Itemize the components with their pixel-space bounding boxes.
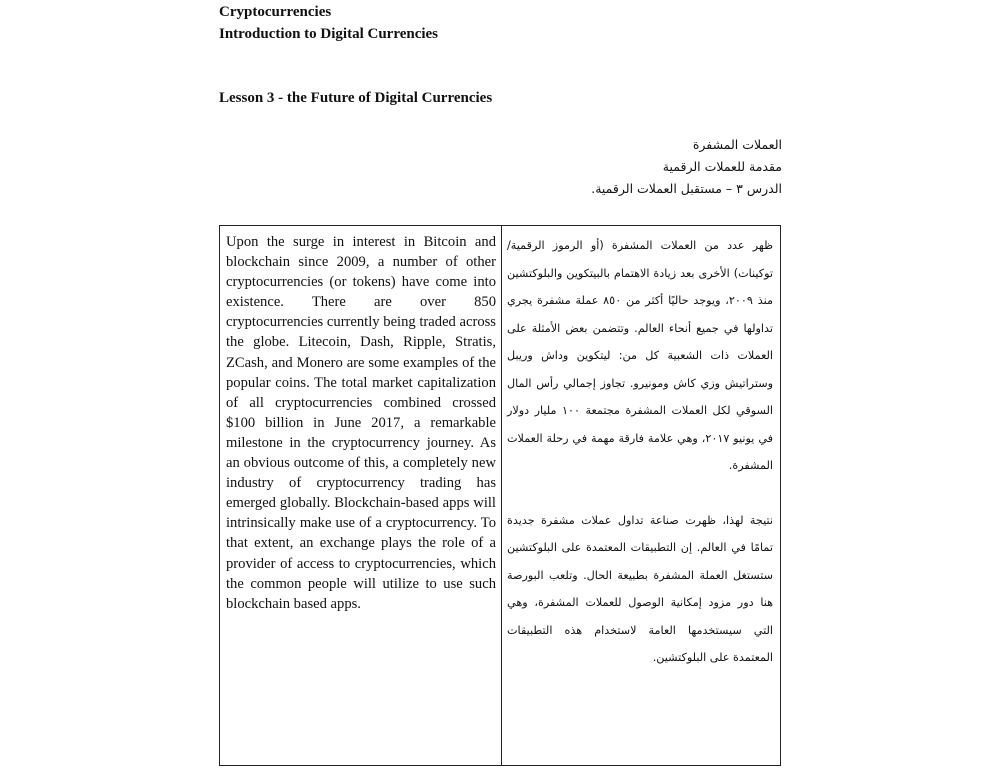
arabic-lesson-title: الدرس ٣ – مستقبل العملات الرقمية. <box>591 181 782 196</box>
lesson-title: Lesson 3 - the Future of Digital Currencies <box>219 90 493 106</box>
arabic-course-title: العملات المشفرة <box>692 137 782 152</box>
bilingual-table <box>219 225 781 766</box>
arabic-course-subtitle: مقدمة للعملات الرقمية <box>662 159 782 174</box>
english-paragraph: Upon the surge in interest in Bitcoin and blockchain since 2009, a number of other cryptocurrencies (or tokens) have come into existence. There are over 850 cryptocurrencies currently being traded across the globe. Litecoin, Dash, Ripple, Stratis, ZCash, and Monero are some examples of the popular coins. The total market capitalization of all cryptocurrencies combined crossed $100 billion in June 2017, a remarkable milestone in the cryptocurrency journey. As an obvious outcome of this, a completely new industry of cryptocurrency trading has emerged globally. Blockchain-based apps will intrinsically make use of a cryptocurrency. To that extent, an exchange plays the role of a provider of access to cryptocurrencies, which the common people will utilize to use such blockchain based apps. <box>226 234 496 612</box>
arabic-paragraph-1: ظهر عدد من العملات المشفرة (أو الرموز الرقمية/توكينات) الأخرى بعد زيادة الاهتمام بالبيتكوين والبلوكتشين منذ ٢٠٠٩، ويوجد حاليًا أكثر من ٨٥٠ عملة مشفرة يجري تداولها في جميع أنحاء العالم. وتتضمن بعض الأمثلة على العملات ذات الشعبية كل من: ليتكوين وداش وريبل وستراتيش وزي كاش ومونيرو. تجاوز إجمالي رأس المال السوقي لكل العملات المشفرة مجتمعة ١٠٠ مليار دولار في يونيو ٢٠١٧، وهي علامة فارقة مهمة في رحلة العملات المشفرة. <box>507 239 774 472</box>
arabic-header <box>382 134 782 200</box>
arabic-column <box>507 232 773 672</box>
arabic-paragraph-2: نتيجة لهذا، ظهرت صناعة تداول عملات مشفرة جديدة تمامًا في العالم. إن التطبيقات المعتمدة على البلوكتشين ستستغل العملة المشفرة بطبيعة الحال. وتلعب البورصة هنا دور مزود إمكانية الوصول للعملات المشفرة، وهي التي سيستخدمها العامة لاستخدام هذه التطبيقات المعتمدة على البلوكتشين. <box>507 513 773 664</box>
course-subtitle: Introduction to Digital Currencies <box>219 26 439 42</box>
column-divider <box>501 226 502 765</box>
course-title: Cryptocurrencies <box>219 4 332 20</box>
english-column <box>226 232 496 614</box>
